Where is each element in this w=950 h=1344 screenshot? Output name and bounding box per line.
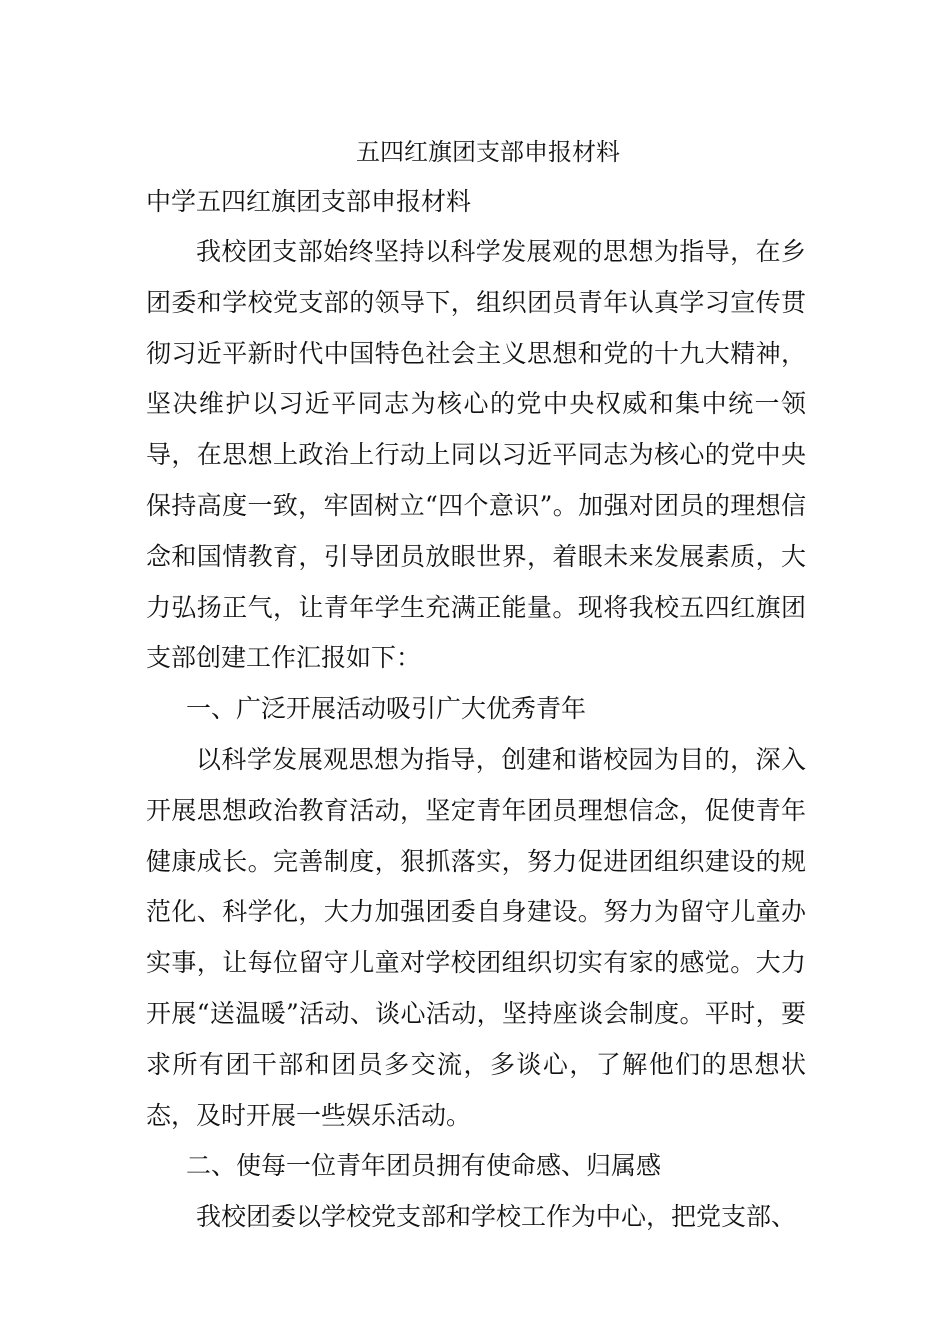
document-title: 五四红旗团支部申报材料 bbox=[356, 138, 620, 166]
document-content bbox=[146, 133, 806, 1243]
section-2-paragraph: 我校团委以学校党支部和学校工作为中心，把党支部、 bbox=[196, 1202, 797, 1232]
section-1-paragraph: 以科学发展观思想为指导，创建和谐校园为目的，深入开展思想政治教育活动，坚定青年团员理想信念，促使青年健康成长。完善制度，狠抓落实，努力促进团组织建设的规范化、科学化，大力加强团委自身建设。努力为留守儿童办实事，让每位留守儿童对学校团组织切实有家的感觉。大力开展“送温暖”活动、谈心活动，坚持座谈会制度。平时，要求所有团干部和团员多交流，多谈心，了解他们的思想状态，及时开展一些娱乐活动。 bbox=[146, 744, 806, 1130]
intro-paragraph: 我校团支部始终坚持以科学发展观的思想为指导，在乡团委和学校党支部的领导下，组织团员青年认真学习宣传贯彻习近平新时代中国特色社会主义思想和党的十九大精神，坚决维护以习近平同志为核心的党中央权威和集中统一领导，在思想上政治上行动上同以习近平同志为核心的党中央保持高度一致，牢固树立“四个意识”。加强对团员的理想信念和国情教育，引导团员放眼世界，着眼未来发展素质，大力弘扬正气，让青年学生充满正能量。现将我校五四红旗团支部创建工作汇报如下： bbox=[146, 237, 806, 673]
section-1-heading: 一、广泛开展活动吸引广大优秀青年 bbox=[186, 694, 587, 724]
section-2-heading: 二、使每一位青年团员拥有使命感、归属感 bbox=[186, 1151, 662, 1181]
document-subtitle: 中学五四红旗团支部申报材料 bbox=[146, 187, 472, 216]
